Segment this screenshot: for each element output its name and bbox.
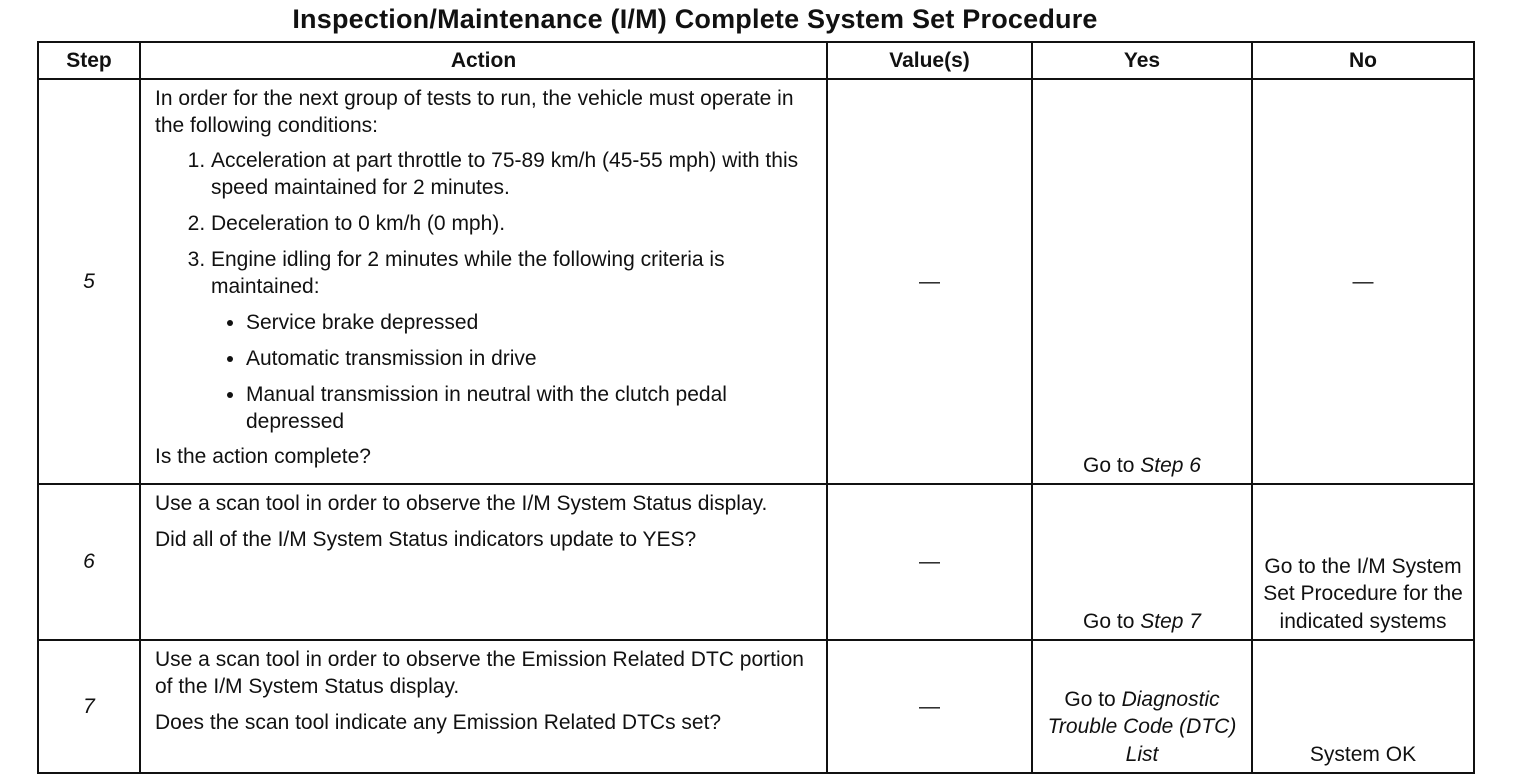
no-cell: System OK	[1252, 640, 1474, 773]
action-question: Is the action complete?	[155, 445, 371, 468]
header-values: Value(s)	[827, 42, 1032, 79]
action-question: Did all of the I/M System Status indicators update to YES?	[155, 528, 697, 551]
yes-cell: Go to Step 6	[1032, 79, 1252, 484]
procedure-table	[37, 41, 1475, 774]
condition-item: 2. Deceleration to 0 km/h (0 mph).	[211, 210, 818, 237]
table-row	[38, 484, 1474, 640]
no-dash: —	[1352, 269, 1374, 293]
yes-link: Diagnostic Trouble Code (DTC) List	[1047, 687, 1237, 766]
yes-link: Step 6	[1140, 453, 1201, 477]
condition-list	[155, 147, 818, 435]
criteria-item: • Service brake depressed	[246, 309, 818, 336]
criteria-item: • Automatic transmission in drive	[246, 345, 818, 372]
table-row	[38, 640, 1474, 773]
criteria-list	[211, 309, 818, 435]
value-dash: —	[919, 269, 940, 293]
table-header-row	[38, 42, 1474, 79]
yes-link: Step 7	[1140, 609, 1201, 633]
header-yes: Yes	[1032, 42, 1252, 79]
condition-item: 3. Engine idling for 2 minutes while the following criteria is maintained: • Service brake depressed • Automatic transmission in drive • Manual transmission in neutral with the clutch pedal depressed	[211, 246, 818, 435]
step-number: 6	[38, 484, 140, 640]
value-cell	[827, 640, 1032, 773]
yes-cell: Go to Diagnostic Trouble Code (DTC) List	[1032, 640, 1252, 773]
criteria-item: • Manual transmission in neutral with the clutch pedal depressed	[246, 381, 818, 435]
condition-item: 1. Acceleration at part throttle to 75-89 km/h (45-55 mph) with this speed maintained for 2 minutes.	[211, 147, 818, 201]
value-dash: —	[919, 550, 940, 573]
action-intro: In order for the next group of tests to run, the vehicle must operate in the following conditions:	[155, 87, 794, 137]
action-intro: Use a scan tool in order to observe the I/M System Status display.	[155, 492, 768, 515]
step-number: 7	[38, 640, 140, 773]
action-question: Does the scan tool indicate any Emission Related DTCs set?	[155, 711, 722, 734]
header-step: Step	[38, 42, 140, 79]
header-action: Action	[140, 42, 827, 79]
action-cell	[140, 79, 827, 484]
action-intro: Use a scan tool in order to observe the Emission Related DTC portion of the I/M System Status display.	[155, 648, 804, 698]
yes-cell: Go to Step 7	[1032, 484, 1252, 640]
action-cell	[140, 640, 827, 773]
step-number: 5	[38, 79, 140, 484]
value-cell	[827, 484, 1032, 640]
value-cell	[827, 79, 1032, 484]
header-no: No	[1252, 42, 1474, 79]
page-title: Inspection/Maintenance (I/M) Complete System Set Procedure	[292, 4, 1098, 34]
no-cell: Go to the I/M System Set Procedure for the indicated systems	[1252, 484, 1474, 640]
action-cell	[140, 484, 827, 640]
value-dash: —	[919, 694, 940, 718]
table-row	[38, 79, 1474, 484]
no-cell	[1252, 79, 1474, 484]
